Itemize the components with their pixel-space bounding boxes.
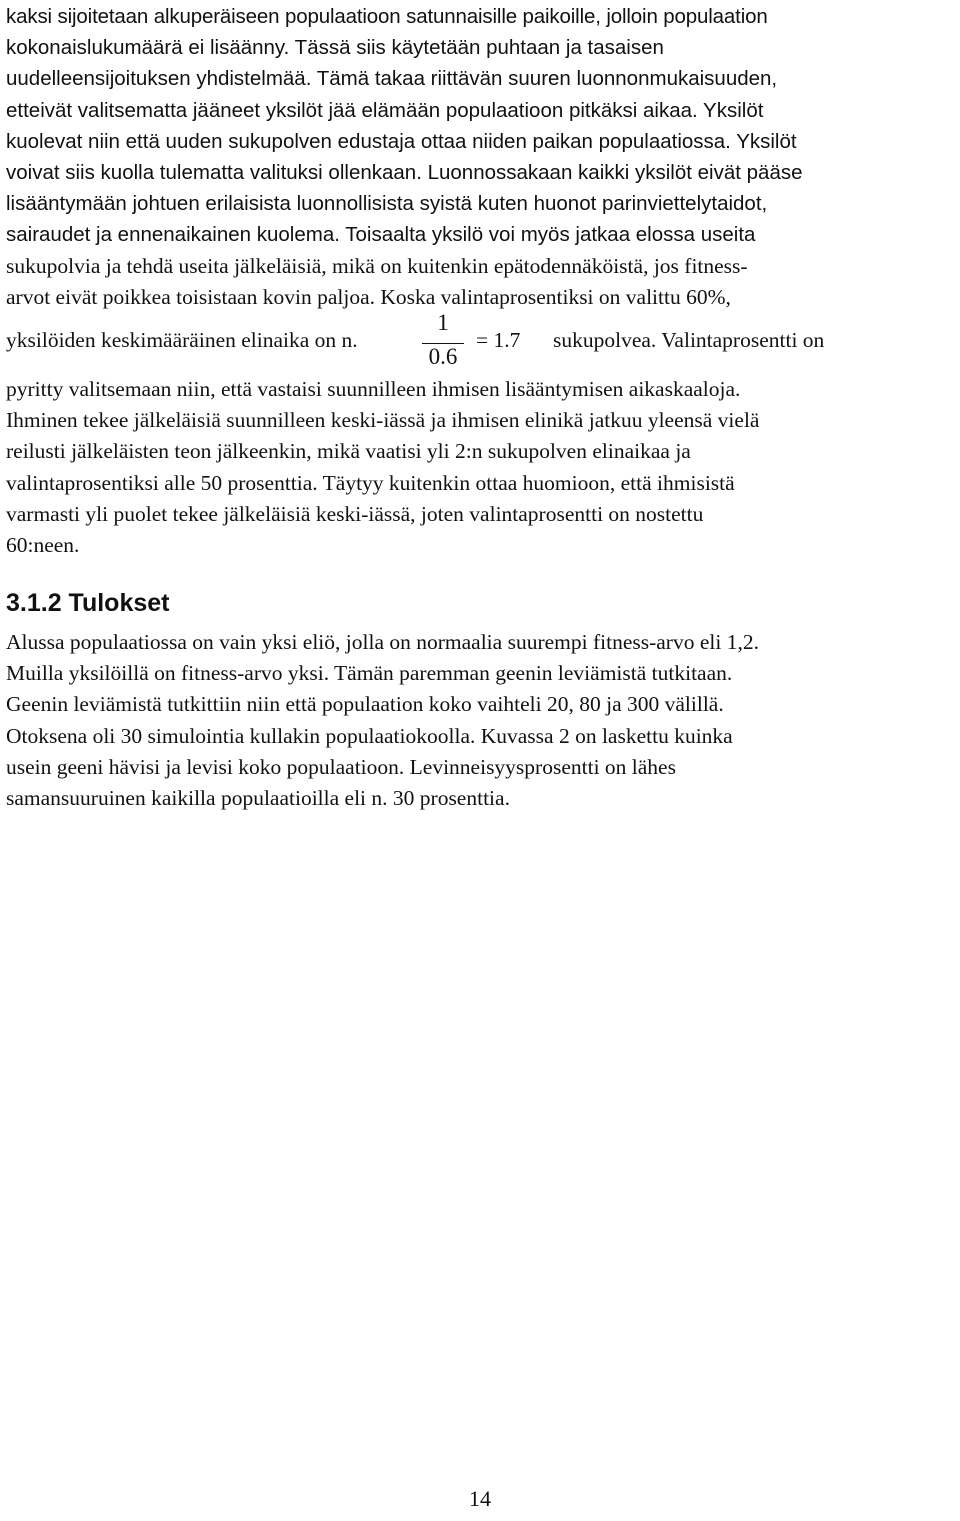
text-line: Muilla yksilöillä on fitness-arvo yksi. Tämän paremman geenin leviämistä tutkitaan. [6, 661, 733, 686]
text-line: samansuuruinen kaikilla populaatioilla eli n. 30 prosenttia. [6, 786, 510, 811]
text-line: kokonaislukumäärä ei lisäänny. Tässä siis käytetään puhtaan ja tasaisen [6, 36, 664, 60]
text-line: Ihminen tekee jälkeläisiä suunnilleen keski-iässä ja ihmisen elinikä jatkuu yleensä vielä [6, 408, 760, 433]
fraction-denominator: 0.6 [428, 344, 458, 369]
text-line: varmasti yli puolet tekee jälkeläisiä keski-iässä, joten valintaprosentti on nostettu [6, 501, 704, 526]
text-line: lisääntymään johtuen erilaisista luonnollisista syistä kuten huonot parinviettelytaidot, [6, 192, 768, 216]
page-number: 14 [469, 1486, 491, 1511]
formula-trailing-text: sukupolvea. Valintaprosentti on [553, 328, 825, 352]
text-line: reilusti jälkeläisten teon jälkeenkin, mikä vaatisi yli 2:n sukupolven elinaikaa ja [6, 439, 691, 464]
text-line: valintaprosentiksi alle 50 prosenttia. Täytyy kuitenkin ottaa huomioon, että ihmisistä [6, 470, 735, 495]
paragraph-selection-method [6, 1, 803, 313]
fraction-numerator: 1 [437, 310, 449, 335]
text-line: Alussa populaatiossa on vain yksi eliö, jolla on normaalia suurempi fitness-arvo eli 1,2. [6, 630, 759, 654]
text-line: Otoksena oli 30 simulointia kullakin populaatiokoolla. Kuvassa 2 on laskettu kuinka [6, 723, 733, 748]
text-line: usein geeni hävisi ja levisi koko populaatioon. Levinneisyysprosentti on lähes [6, 754, 676, 779]
fraction [422, 312, 464, 374]
text-line: voivat siis kuolla tulematta valituksi ollenkaan. Luonnossakaan kaikki yksilöt eivät pääse [6, 161, 803, 185]
text-line: kaksi sijoitetaan alkuperäiseen populaatioon satunnaisille paikoille, jolloin populaation [6, 5, 768, 28]
text-line: sairaudet ja ennenaikainen kuolema. Toisaalta yksilö voi myös jatkaa elossa useita [6, 223, 756, 247]
text-line: arvot eivät poikkea toisistaan kovin paljoa. Koska valintaprosentiksi on valittu 60%, [6, 284, 731, 309]
text-line: Geenin leviämistä tutkittiin niin että populaation koko vaihteli 20, 80 ja 300 välillä. [6, 692, 724, 717]
text-line: 60:neen. [6, 533, 80, 558]
text-line: kuolevat niin että uuden sukupolven edustaja ottaa niiden paikan populaatiossa. Yksilöt [6, 129, 797, 153]
section-heading: 3.1.2 Tulokset [6, 589, 170, 617]
text-line: sukupolvia ja tehdä useita jälkeläisiä, mikä on kuitenkin epätodennäköistä, jos fitness- [6, 253, 748, 278]
paragraph-selection-rate [6, 374, 759, 561]
paragraph-results [6, 627, 759, 814]
text-line: pyritty valitsemaan niin, että vastaisi suunnilleen ihmisen lisääntymisen aikaskaaloja. [6, 377, 741, 401]
text-line: uudelleensijoituksen yhdistelmää. Tämä takaa riittävän suuren luonnonmukaisuuden, [6, 67, 778, 91]
formula-result: = 1.7 [476, 328, 521, 352]
formula-lead-text: yksilöiden keskimääräinen elinaika on n. [6, 328, 358, 352]
text-line: etteivät valitsematta jääneet yksilöt jää elämään populaatioon pitkäksi aikaa. Yksilöt [6, 98, 764, 122]
